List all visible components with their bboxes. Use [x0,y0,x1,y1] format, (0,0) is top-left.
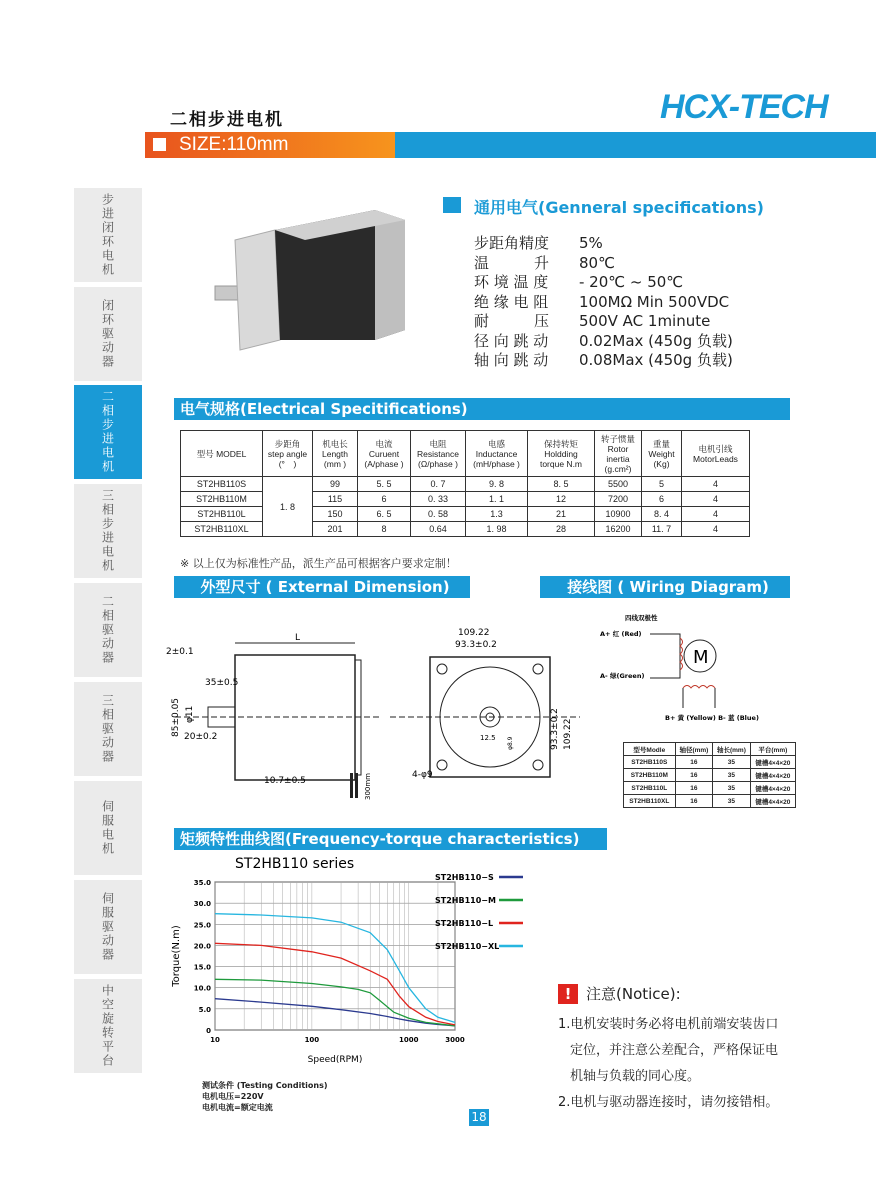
header-line: MotorLeads [693,453,738,464]
table-cell: 11. 7 [642,522,682,537]
header-line: torque N.m [539,458,583,469]
dim-k: 109.22 [563,718,573,750]
spec-row [474,254,733,274]
header-line: 保持转矩 [543,438,578,449]
table-cell: 键槽4×4×20 [750,756,795,769]
general-specs-list [474,234,733,371]
table-cell: 1.3 [466,507,528,522]
electrical-note: ※ 以上仅为标准性产品，派生产品可根据客户要求定制！ [180,557,457,570]
table-cell: 28 [528,522,595,537]
dim-e: 20±0.2 [184,732,218,742]
header-line: (mH/phase ) [473,458,520,469]
table-cell: 6 [358,492,411,507]
table-header-cell [263,431,313,477]
table-cell: 8 [358,522,411,537]
table-cell: 8. 4 [642,507,682,522]
header-line: Inductance [475,448,518,459]
spec-value: - 20℃ ~ 50℃ [579,273,684,291]
table-header-cell: 型号Modle [624,743,676,756]
spec-label: 步距角精度 [474,234,550,252]
table-cell: 10900 [595,507,642,522]
notice-line: 2.电机与驱动器连接时，请勿接错相。 [558,1095,779,1110]
header-line: Length [322,448,348,459]
spec-row [474,273,733,293]
size-label-block [145,132,395,158]
spec-row [474,351,733,371]
dim-b: 35±0.5 [205,678,239,688]
spec-value: 80℃ [579,253,615,272]
x-tick-label: 10 [210,1036,220,1044]
table-cell: 35 [713,795,751,808]
wiring-diagram [595,608,795,728]
y-tick-label: 15.0 [193,963,211,972]
page-category-title: 二相步进电机 [170,110,284,130]
table-cell: 16 [675,795,713,808]
dim-m: 12.5 [480,734,496,742]
header-line: step angle [267,448,308,459]
motor-flange [235,230,280,350]
sidebar-item[interactable]: 步进闭环电机 [74,188,142,282]
torque-title: 矩频特性曲线图(Frequency-torque characteristics) [180,830,580,848]
table-cell: 99 [313,477,358,492]
spec-label: 环 境 温 度 [474,273,549,291]
y-tick-label: 30.0 [193,900,211,909]
spec-row [474,234,733,254]
model-cell: ST2HB110S [181,477,263,492]
table-cell: 7200 [595,492,642,507]
series-line [215,999,455,1026]
table-cell: 16200 [595,522,642,537]
series-line [215,914,455,1023]
dim-d: φ11 [185,705,195,723]
table-cell: 150 [313,507,358,522]
electrical-specs-header [174,398,790,420]
sidebar-item[interactable]: 二相步进电机 [74,385,142,479]
y-tick-label: 35.0 [193,879,211,887]
dim-l: 4-φ9 [412,770,433,780]
spec-value: 0.02Max (450g 负载) [579,331,733,350]
wiring-header [540,576,790,598]
table-header-row [181,431,750,477]
y-tick-label: 25.0 [193,921,211,930]
header-line: 电流 [375,438,393,449]
table-header-row [624,743,796,756]
header-line: 转子惯量 [600,433,635,444]
table-cell: 键槽4×4×20 [750,769,795,782]
header-line: Resistance [416,448,460,459]
dim-i: 93.3±0.2 [455,640,497,650]
header-line: 步距角 [274,438,301,449]
table-row [181,477,750,492]
header-line: Holdding [544,448,578,459]
spec-row [474,332,733,352]
spec-label: 温 升 [474,253,550,272]
dim-f: 10.7±0.5 [264,776,306,786]
notice-title: 注意(Notice): [586,985,681,1003]
dim-c: 85±0.05 [171,697,181,737]
table-cell: 16 [675,756,713,769]
model-cell: ST2HB110XL [181,522,263,537]
x-tick-label: 3000 [445,1036,465,1044]
torque-chart [165,850,605,1075]
header-line: 电感 [487,438,505,449]
dimension-title: 外型尺寸 ( External Dimension) [200,578,450,596]
general-specs-title: 通用电气(Genneral specifications) [474,198,764,217]
spec-label: 轴 向 跳 动 [474,351,549,369]
x-tick-label: 100 [304,1036,320,1044]
header-line: (Ω/phase ) [418,458,458,469]
square-icon [153,138,166,151]
table-header-cell [313,431,358,477]
page-number: 18 [469,1109,489,1126]
table-cell: ST2HB110S [624,756,676,769]
notice-line: 1.电机安装时务必将电机前端安装齿口 [558,1017,779,1032]
table-cell: 0. 33 [411,492,466,507]
table-cell: 1. 1 [466,492,528,507]
motor-symbol: M [693,647,709,668]
table-header-cell [528,431,595,477]
dimension-drawing [160,625,580,805]
table-header-cell [595,431,642,477]
shaft-spec-table [623,742,796,808]
side-view [166,633,380,800]
spec-value: 0.08Max (450g 负载) [579,351,733,369]
table-cell: 5500 [595,477,642,492]
wire-a-plus: A+ 红 (Red) [600,630,642,638]
table-cell: 1. 98 [466,522,528,537]
dim-L: L [295,633,301,643]
table-cell: 35 [713,769,751,782]
header-line: Curuent [368,448,400,459]
header-line: (Kg) [653,458,670,469]
electrical-specs-title: 电气规格(Electrical Specitifications) [180,400,468,418]
test-condition-line: 测试条件 (Testing Conditions) [202,1081,328,1090]
table-cell: 9. 8 [466,477,528,492]
table-header-cell [358,431,411,477]
wiring-title: 接线图 ( Wiring Diagram) [567,578,769,596]
warning-icon: ! [558,984,578,1004]
wire-b: B+ 黄 (Yellow) B- 蓝 (Blue) [665,714,759,722]
y-tick-label: 5.0 [198,1005,211,1014]
dim-g: 300mm [364,773,372,800]
table-cell: 6. 5 [358,507,411,522]
front-view [390,628,580,780]
step-angle-cell: 1. 8 [263,477,313,537]
table-cell: 键槽4×4×20 [750,782,795,795]
table-cell: 4 [682,492,750,507]
table-cell: ST2HB110L [624,782,676,795]
sidebar-item[interactable]: 二相驱动器 [74,583,142,677]
header-line: (° ) [278,458,297,469]
legend-label: ST2HB110−M [435,896,496,905]
table-cell: 35 [713,756,751,769]
table-cell: 0.64 [411,522,466,537]
table-cell: 4 [682,522,750,537]
table-header-cell [682,431,750,477]
table-cell: 6 [642,492,682,507]
table-cell: 16 [675,782,713,795]
model-cell: ST2HB110L [181,507,263,522]
sidebar-item[interactable]: 三相步进电机 [74,484,142,578]
notice-line: 机轴与负载的同心度。 [570,1069,701,1084]
table-cell: 0. 58 [411,507,466,522]
header-line: 型号 MODEL [196,448,247,459]
y-axis-label: Torque(N.m) [171,925,182,987]
table-cell: 21 [528,507,595,522]
header-line: (mm ) [323,458,347,469]
table-cell: ST2HB110XL [624,795,676,808]
dimension-header [174,576,470,598]
table-row [624,782,796,795]
table-cell: 4 [682,507,750,522]
spec-label: 耐 压 [474,312,550,330]
brand-logo: HCX-TECH [660,88,828,126]
header-line: inertia [606,453,630,464]
header-line: 电阻 [429,438,447,449]
spec-label: 径 向 跳 动 [474,331,549,350]
table-header-cell: 轴长(mm) [713,743,751,756]
motor-endcap [375,210,405,340]
header-line: 机电长 [322,438,348,449]
sidebar-item[interactable]: 伺服驱动器 [74,880,142,974]
dim-a: 2±0.1 [166,647,194,657]
table-cell: 16 [675,769,713,782]
spec-row [474,312,733,332]
test-condition-line: 电机电压=220V [202,1092,264,1101]
header-line: 重量 [652,438,670,449]
table-row [624,795,796,808]
header-line: Weight [648,448,675,459]
notice-line: 定位，并注意公差配合，严格保证电 [570,1043,779,1058]
legend-label: ST2HB110−L [435,919,494,928]
torque-header [174,828,607,850]
table-cell: ST2HB110M [624,769,676,782]
table-cell: 8. 5 [528,477,595,492]
table-cell: 5 [642,477,682,492]
table-cell: 5. 5 [358,477,411,492]
dim-h: 109.22 [458,628,490,638]
dim-j: 93.3±0.2 [550,708,560,750]
spec-value: 5% [579,234,603,252]
spec-label: 绝 缘 电 阻 [474,292,549,311]
sidebar-item[interactable]: 中空旋转平台 [74,979,142,1073]
table-header-cell [642,431,682,477]
motor-photo [205,200,425,360]
notice-list [558,1012,778,1116]
dim-n: φ8.9 [507,736,514,750]
spec-row [474,293,733,313]
sidebar-item[interactable]: 闭环驱动器 [74,287,142,381]
table-cell: 键槽4×4×20 [750,795,795,808]
plot-frame [215,882,455,1030]
table-header-cell: 平台(mm) [750,743,795,756]
electrical-specs-table [180,430,750,537]
legend-label: ST2HB110−XL [435,942,500,951]
y-tick-label: 10.0 [193,984,211,993]
table-cell: 115 [313,492,358,507]
square-icon [443,197,461,213]
table-cell: 0. 7 [411,477,466,492]
chart-title: ST2HB110 series [235,856,355,872]
series-line [215,979,455,1026]
sidebar-item[interactable]: 伺服电机 [74,781,142,875]
y-tick-label: 20.0 [193,942,211,951]
spec-value: 100MΩ Min 500VDC [579,292,730,311]
table-header-cell [466,431,528,477]
series-line [215,943,455,1025]
legend-label: ST2HB110−S [435,873,494,882]
table-cell: 35 [713,782,751,795]
header-line: 电机引线 [698,443,733,454]
model-cell: ST2HB110M [181,492,263,507]
table-header-cell [411,431,466,477]
header-line: (g.cm²) [604,463,632,474]
table-header-cell: 轴径(mm) [675,743,713,756]
table-cell: 12 [528,492,595,507]
test-conditions [202,1080,328,1113]
table-cell: 4 [682,477,750,492]
x-axis-label: Speed(RPM) [307,1055,363,1065]
table-cell: 201 [313,522,358,537]
table-row [624,769,796,782]
table-header-cell [181,431,263,477]
header-line: (A/phase ) [364,458,404,469]
sidebar-item[interactable]: 三相驱动器 [74,682,142,776]
header-line: Rotor [607,443,629,454]
size-label: SIZE:110mm [179,134,289,155]
table-row [624,756,796,769]
test-condition-line: 电机电流=额定电流 [202,1103,273,1112]
y-tick-label: 0 [206,1027,211,1035]
wire-a-minus: A- 绿(Green) [600,672,645,680]
wiring-diagram-title: 四线双极性 [625,614,658,622]
x-tick-label: 1000 [399,1036,419,1044]
spec-value: 500V AC 1minute [579,312,711,330]
